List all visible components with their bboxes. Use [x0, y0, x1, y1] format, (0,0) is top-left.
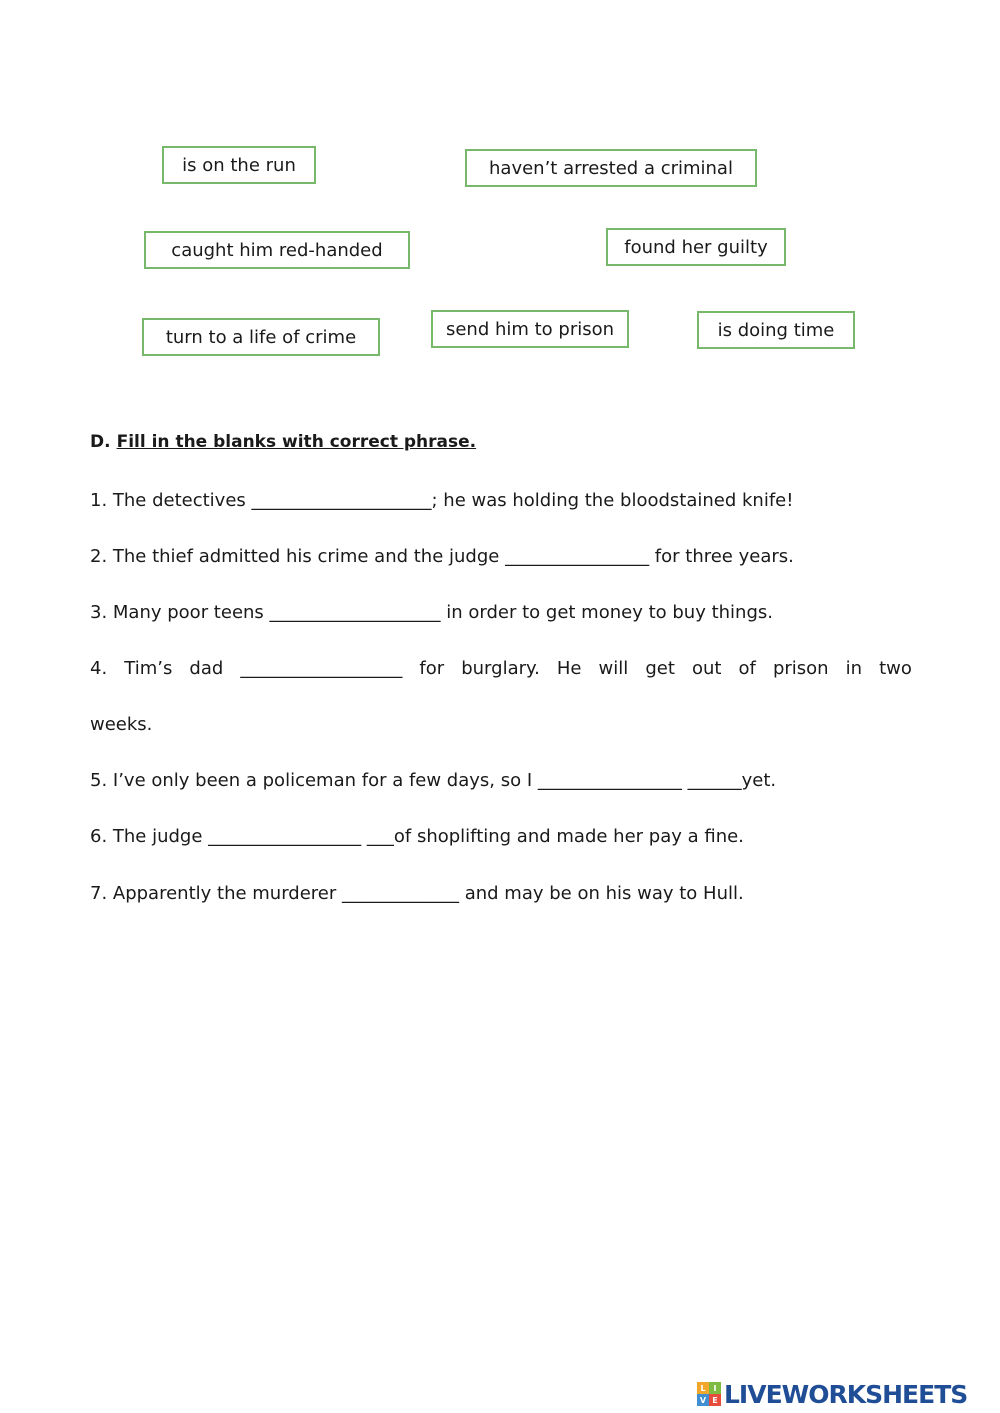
- sentence-3: 3. Many poor teens ___________________ in order to get money to buy things.: [90, 602, 773, 623]
- sentence-1: 1. The detectives ____________________; he was holding the bloodstained knife!: [90, 490, 794, 511]
- word: prison: [772, 658, 829, 679]
- word: in: [845, 658, 863, 679]
- word: for: [419, 658, 445, 679]
- section-letter: D.: [90, 432, 111, 452]
- word: dad: [189, 658, 224, 679]
- sentence-4: [90, 657, 912, 681]
- sentence-7: 7. Apparently the murderer _____________ and may be on his way to Hull.: [90, 883, 744, 904]
- word: two: [879, 658, 912, 679]
- logo-text: LIVEWORKSHEETS: [724, 1379, 968, 1409]
- phrase-box[interactable]: is on the run: [162, 146, 316, 184]
- phrase-box[interactable]: haven’t arrested a criminal: [465, 149, 757, 187]
- logo-mark-letter: V: [697, 1394, 709, 1406]
- word: of: [738, 658, 756, 679]
- sentence-6: 6. The judge _________________ ___of shoplifting and made her pay a fine.: [90, 826, 744, 847]
- phrase-box[interactable]: found her guilty: [606, 228, 786, 266]
- word: get: [645, 658, 675, 679]
- logo-mark-letter: E: [709, 1394, 721, 1406]
- logo-mark-letter: L: [697, 1382, 709, 1394]
- phrase-box[interactable]: caught him red-handed: [144, 231, 410, 269]
- word: out: [691, 658, 722, 679]
- word: He: [556, 658, 582, 679]
- sentence-4-continuation: weeks.: [90, 714, 153, 735]
- section-title: Fill in the blanks with correct phrase.: [116, 432, 477, 452]
- sentence-5: 5. I’ve only been a policeman for a few days, so I ________________ ______yet.: [90, 770, 777, 791]
- liveworksheets-logo: [697, 1377, 967, 1411]
- phrase-box[interactable]: turn to a life of crime: [142, 318, 380, 356]
- word: will: [598, 658, 629, 679]
- word: burglary.: [461, 658, 540, 679]
- word: Tim’s: [124, 658, 173, 679]
- blank[interactable]: __________________: [240, 658, 403, 679]
- phrase-box[interactable]: is doing time: [697, 311, 855, 349]
- word: 4.: [90, 658, 108, 679]
- logo-mark-letter: I: [709, 1382, 721, 1394]
- section-heading: [90, 432, 476, 452]
- phrase-box[interactable]: send him to prison: [431, 310, 629, 348]
- logo-mark-icon: [697, 1382, 721, 1406]
- sentence-2: 2. The thief admitted his crime and the judge ________________ for three years.: [90, 546, 794, 567]
